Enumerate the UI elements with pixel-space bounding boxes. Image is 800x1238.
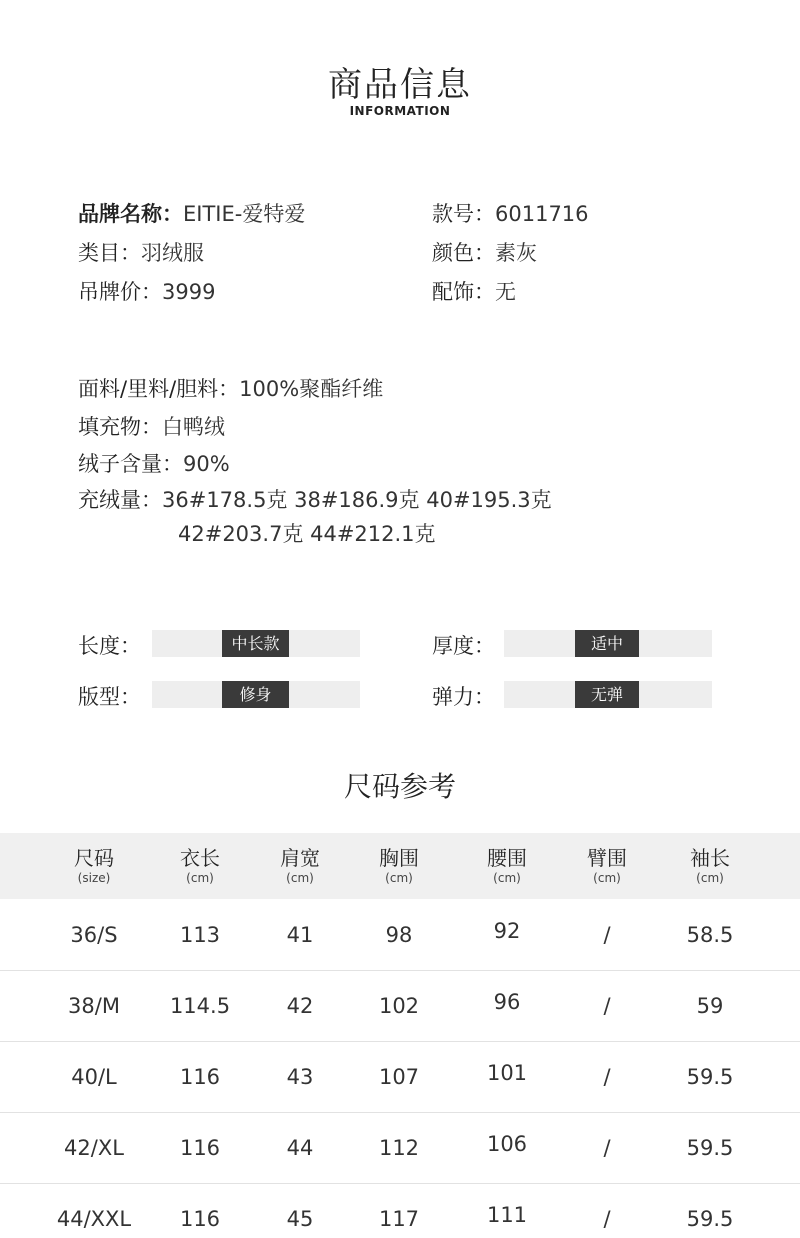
- length-tag: 中长款: [222, 630, 289, 657]
- col-header-unit: (cm): [186, 871, 214, 885]
- cell-shoulder: 43: [286, 1065, 314, 1089]
- cell-waist: 92: [493, 919, 521, 943]
- style-number-value: 6011716: [495, 202, 589, 226]
- accessory-label: 配饰：: [432, 280, 495, 304]
- accessory-info: [432, 276, 516, 306]
- elasticity-label: 弹力：: [432, 685, 495, 709]
- size-table-header: [0, 833, 800, 899]
- cell-size: 38/M: [68, 994, 120, 1018]
- down-content-info: [78, 448, 230, 478]
- cell-shoulder: 42: [286, 994, 314, 1018]
- category-info: [78, 237, 204, 267]
- brand-label: 品牌名称：: [78, 202, 183, 226]
- cell-size: 36/S: [70, 923, 118, 947]
- col-header-unit: (cm): [286, 871, 314, 885]
- accessory-value: 无: [495, 280, 516, 304]
- cell-length: 116: [179, 1065, 221, 1089]
- fill-amount-value-line1: 36#178.5克 38#186.9克 40#195.3克: [162, 488, 552, 512]
- cell-size: 40/L: [71, 1065, 117, 1089]
- color-value: 素灰: [495, 241, 537, 265]
- category-value: 羽绒服: [141, 241, 204, 265]
- cell-waist: 111: [486, 1203, 528, 1227]
- cell-chest: 98: [385, 923, 413, 947]
- col-header-label: 衣长: [180, 846, 220, 870]
- fill-amount-info: [78, 484, 552, 514]
- length-label: 长度：: [78, 634, 141, 658]
- col-header-size: [39, 833, 149, 886]
- filling-value: 白鸭绒: [162, 415, 225, 439]
- color-label: 颜色：: [432, 241, 495, 265]
- col-header-label: 臂围: [587, 846, 627, 870]
- elasticity-tag: 无弹: [575, 681, 639, 708]
- col-header-unit: (cm): [696, 871, 724, 885]
- cell-length: 116: [179, 1207, 221, 1231]
- fit-label: 版型：: [78, 685, 141, 709]
- col-header-waist: [452, 833, 562, 886]
- cell-size: 44/XXL: [56, 1207, 132, 1231]
- col-header-length: [145, 833, 255, 886]
- col-header-label: 肩宽: [280, 846, 320, 870]
- cell-arm: /: [603, 923, 611, 947]
- table-row: [0, 1183, 800, 1238]
- cell-shoulder: 45: [286, 1207, 314, 1231]
- fill-amount-label: 充绒量：: [78, 488, 162, 512]
- cell-chest: 107: [378, 1065, 420, 1089]
- table-row: [0, 1041, 800, 1113]
- cell-sleeve: 59.5: [686, 1207, 734, 1231]
- section-title-information: 商品信息: [328, 65, 472, 105]
- cell-sleeve: 59: [696, 994, 724, 1018]
- cell-chest: 102: [378, 994, 420, 1018]
- cell-chest: 117: [378, 1207, 420, 1231]
- section-subtitle: INFORMATION: [349, 104, 451, 118]
- fabric-label: 面料/里料/胆料：: [78, 377, 240, 401]
- thickness-label: 厚度：: [432, 634, 495, 658]
- col-header-label: 尺码: [74, 846, 114, 870]
- cell-shoulder: 44: [286, 1136, 314, 1160]
- table-row: [0, 1112, 800, 1184]
- cell-size: 42/XL: [64, 1136, 124, 1160]
- style-number-info: [432, 198, 589, 228]
- cell-arm: /: [603, 1136, 611, 1160]
- cell-arm: /: [603, 994, 611, 1018]
- brand-info: [78, 198, 305, 228]
- col-header-unit: (cm): [493, 871, 521, 885]
- filling-info: [78, 411, 225, 441]
- cell-arm: /: [603, 1207, 611, 1231]
- col-header-chest: [344, 833, 454, 886]
- col-header-unit: (cm): [385, 871, 413, 885]
- cell-length: 116: [179, 1136, 221, 1160]
- col-header-label: 胸围: [379, 846, 419, 870]
- table-row: [0, 970, 800, 1042]
- cell-waist: 106: [486, 1132, 528, 1156]
- price-value: 3999: [162, 280, 216, 304]
- color-info: [432, 237, 537, 267]
- col-header-sleeve: [655, 833, 765, 886]
- fill-amount-value-line2: 42#203.7克 44#212.1克: [178, 522, 436, 546]
- col-header-arm: [552, 833, 662, 886]
- brand-value: EITIE-爱特爱: [183, 202, 306, 226]
- table-row: [0, 899, 800, 971]
- cell-sleeve: 59.5: [686, 1136, 734, 1160]
- size-chart-title: 尺码参考: [343, 770, 456, 803]
- cell-length: 114.5: [169, 994, 231, 1018]
- col-header-unit: (cm): [593, 871, 621, 885]
- cell-sleeve: 58.5: [686, 923, 734, 947]
- cell-waist: 101: [486, 1061, 528, 1085]
- down-content-value: 90%: [183, 452, 230, 476]
- cell-arm: /: [603, 1065, 611, 1089]
- down-content-label: 绒子含量：: [78, 452, 183, 476]
- col-header-label: 腰围: [487, 846, 527, 870]
- thickness-tag: 适中: [575, 630, 639, 657]
- fabric-value: 100%聚酯纤维: [239, 377, 384, 401]
- cell-sleeve: 59.5: [686, 1065, 734, 1089]
- col-header-label: 袖长: [690, 846, 730, 870]
- cell-length: 113: [179, 923, 221, 947]
- style-number-label: 款号：: [432, 202, 495, 226]
- price-info: [78, 276, 215, 306]
- col-header-unit: (size): [77, 871, 111, 885]
- cell-waist: 96: [493, 990, 521, 1014]
- fit-tag: 修身: [222, 681, 289, 708]
- fabric-info: [78, 373, 383, 403]
- filling-label: 填充物：: [78, 415, 162, 439]
- price-label: 吊牌价：: [78, 280, 162, 304]
- cell-shoulder: 41: [286, 923, 314, 947]
- category-label: 类目：: [78, 241, 141, 265]
- col-header-shoulder: [245, 833, 355, 886]
- cell-chest: 112: [378, 1136, 420, 1160]
